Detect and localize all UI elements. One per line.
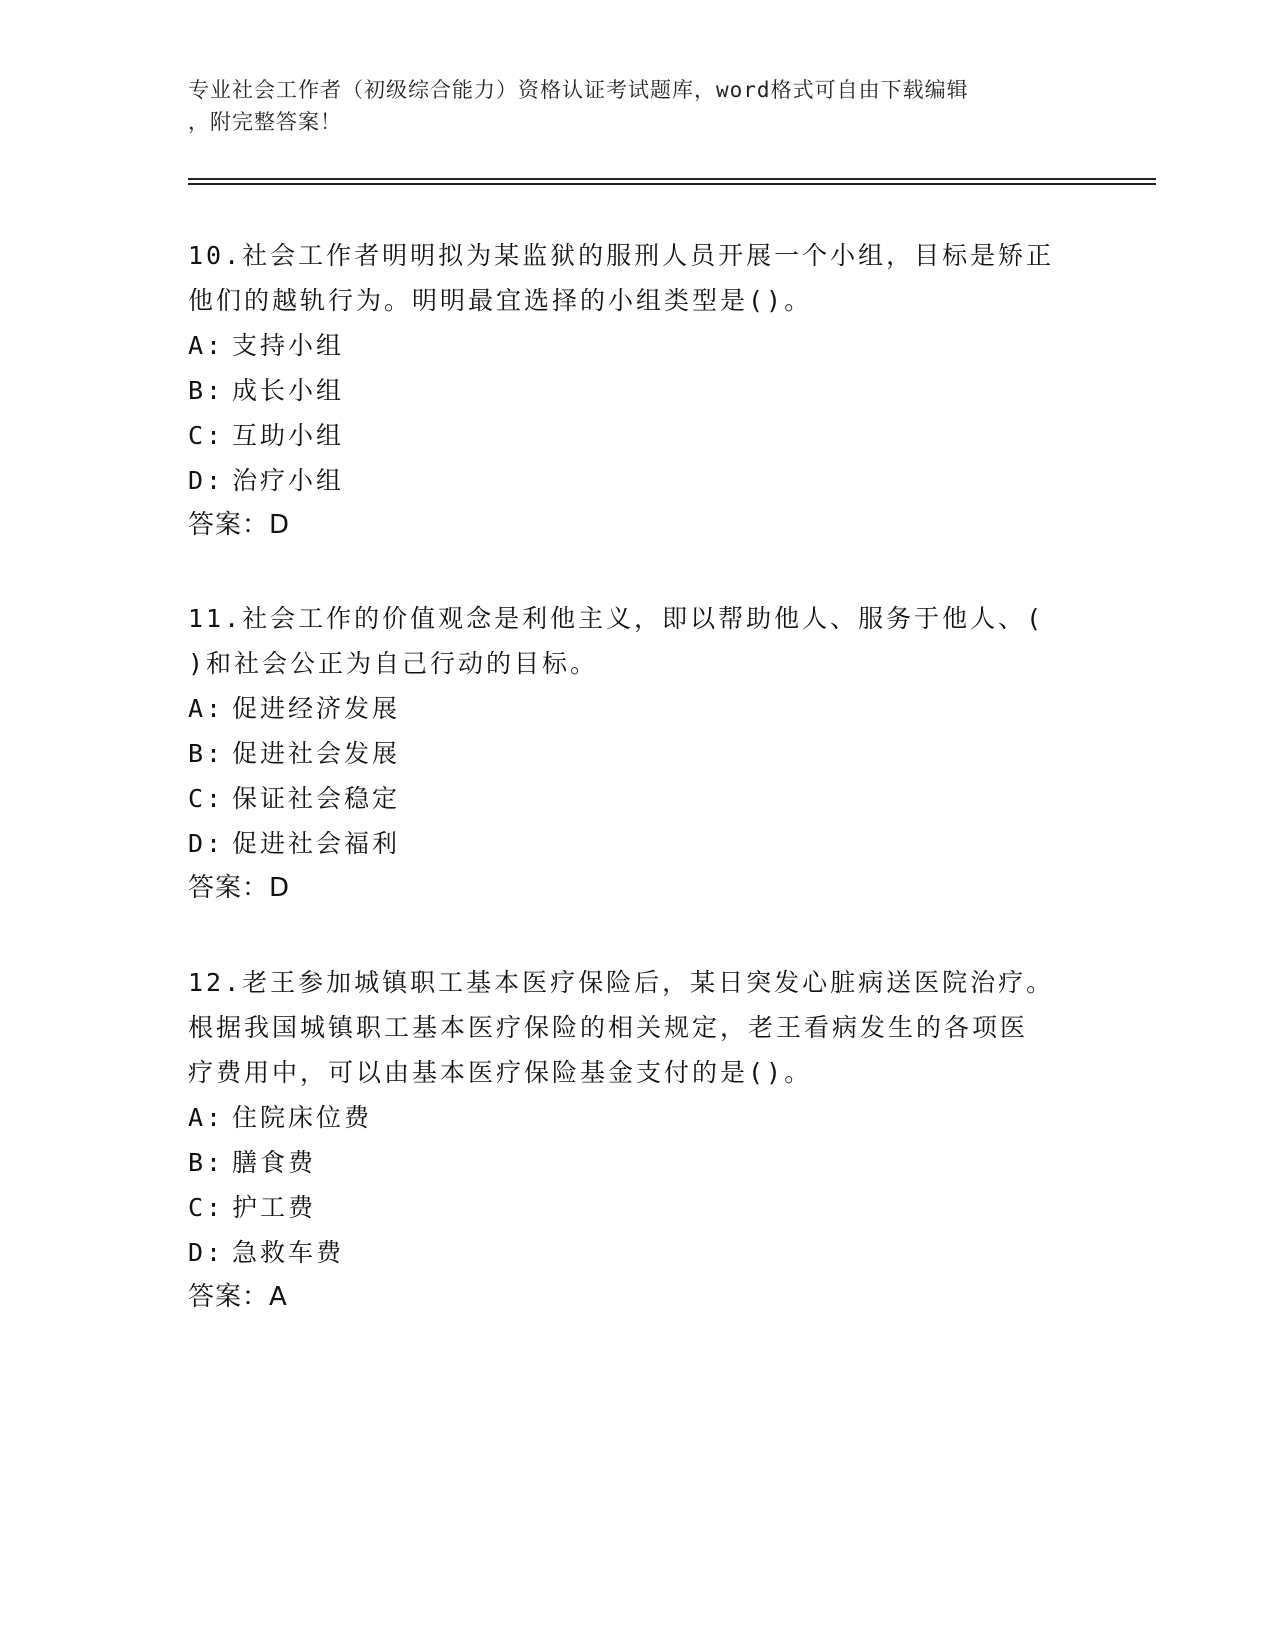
header-divider-bottom [188,183,1156,185]
question-stem-line: 疗费用中，可以由基本医疗保险基金支付的是()。 [188,1058,813,1087]
option-key: D: [188,1238,225,1267]
option-b [188,1140,1088,1185]
question-stem-line: 12.老王参加城镇职工基本医疗保险后，某日突发心脏病送医院治疗。 [188,968,1055,997]
option-c [188,776,1088,821]
option-text: 膳食费 [232,1148,317,1177]
option-key: C: [188,421,225,450]
option-key: C: [188,784,225,813]
option-key: A: [188,694,225,723]
option-text: 互助小组 [232,421,345,450]
option-text: 支持小组 [232,331,345,360]
option-text: 住院床位费 [232,1103,373,1132]
option-b [188,368,1088,413]
option-list [188,686,1088,866]
option-key: A: [188,331,225,360]
question-stem-line: 10.社会工作者明明拟为某监狱的服刑人员开展一个小组，目标是矫正 [188,241,1055,270]
header-divider-top [188,178,1156,180]
header-line-1: 专业社会工作者（初级综合能力）资格认证考试题库，word格式可自由下载编辑 [188,78,969,102]
option-d [188,1230,1088,1275]
question-stem [188,960,1088,1095]
option-c [188,413,1088,458]
option-key: D: [188,466,225,495]
answer-label: 答案：D [188,873,291,903]
option-key: B: [188,739,225,768]
option-text: 促进社会福利 [232,829,401,858]
option-key: A: [188,1103,225,1132]
option-text: 保证社会稳定 [232,784,401,813]
option-text: 护工费 [232,1193,317,1222]
question-12 [188,960,1088,1320]
question-stem-line: 11.社会工作的价值观念是利他主义，即以帮助他人、服务于他人、( [188,604,1045,633]
option-list [188,1095,1088,1275]
answer-label: 答案：D [188,510,291,540]
option-text: 急救车费 [232,1238,345,1267]
option-text: 成长小组 [232,376,345,405]
question-stem [188,596,1088,686]
option-a [188,1095,1088,1140]
option-key: C: [188,1193,225,1222]
question-stem-line: )和社会公正为自己行动的目标。 [188,649,599,678]
question-10 [188,233,1088,548]
option-c [188,1185,1088,1230]
question-11 [188,596,1088,911]
option-key: B: [188,1148,225,1177]
option-d [188,458,1088,503]
option-a [188,323,1088,368]
header-line-2: ，附完整答案！ [188,110,342,134]
question-stem [188,233,1088,323]
option-text: 促进经济发展 [232,694,401,723]
question-stem-line: 根据我国城镇职工基本医疗保险的相关规定，老王看病发生的各项医 [188,1013,1029,1042]
option-text: 促进社会发展 [232,739,401,768]
answer-label: 答案：A [188,1282,288,1312]
option-text: 治疗小组 [232,466,345,495]
option-key: D: [188,829,225,858]
option-list [188,323,1088,503]
document-header [188,74,1088,138]
option-key: B: [188,376,225,405]
option-a [188,686,1088,731]
option-b [188,731,1088,776]
option-d [188,821,1088,866]
question-stem-line: 他们的越轨行为。明明最宜选择的小组类型是()。 [188,286,813,315]
